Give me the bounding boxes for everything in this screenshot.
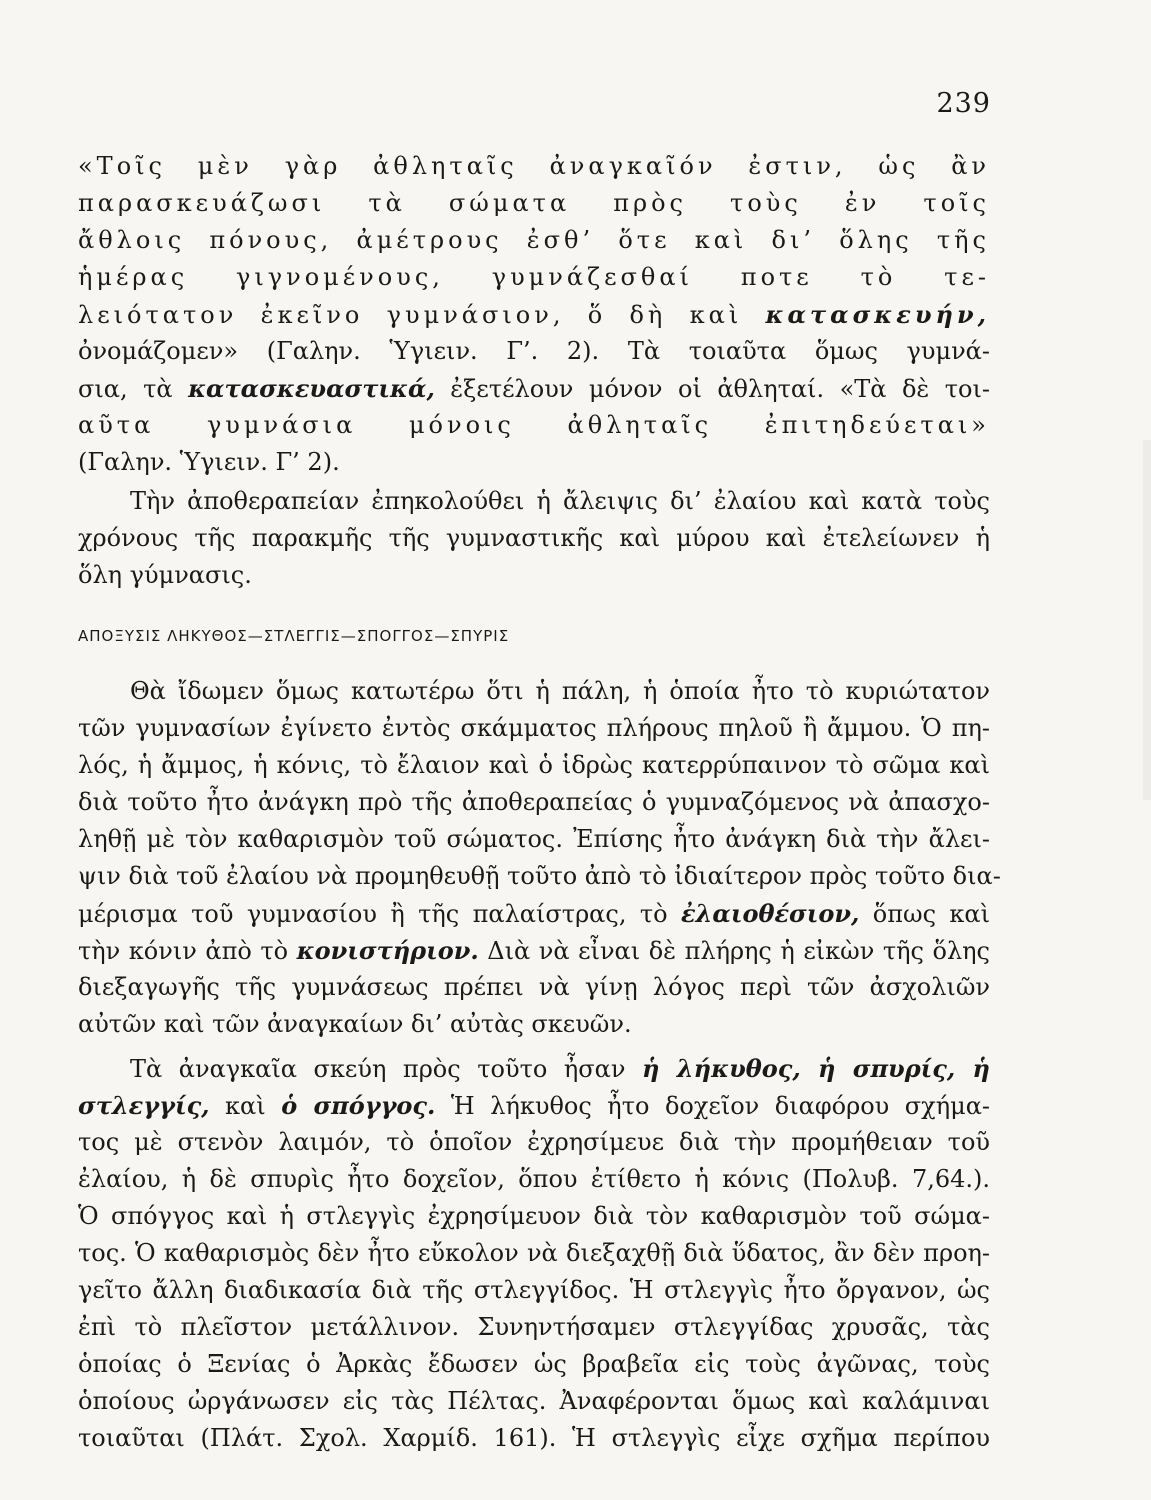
text-line	[78, 148, 990, 185]
text-run: ψιν διὰ τοῦ ἐλαίου νὰ προμηθευθῇ τοῦτο ἀπὸ τὸ ἰδιαίτερον πρὸς τοῦτο δια-	[78, 862, 1001, 890]
text-line	[78, 444, 990, 481]
text-line	[78, 1272, 990, 1309]
text-run: ὁποίους ὠργάνωσεν εἰς τὰς Πέλτας. Ἀναφέρονται ὅμως καὶ καλάμιναι	[78, 1387, 990, 1415]
paragraph-implements	[78, 1050, 990, 1457]
emphasized-term: ἐλαιοθέσιον,	[680, 899, 860, 928]
text-line	[78, 333, 990, 370]
text-run: τοιαῦται (Πλάτ. Σχολ. Χαρμίδ. 161). Ἡ στλεγγὶς εἶχε σχῆμα περίπου	[78, 1424, 990, 1452]
text-run: ὅπως καὶ	[859, 900, 991, 928]
emphasized-term: ἡ λήκυθος, ἡ σπυρίς, ἡ	[642, 1054, 990, 1083]
text-run: διεξαγωγῆς τῆς γυμνάσεως πρέπει νὰ γίνῃ λόγος περὶ τῶν ἀσχολιῶν	[78, 973, 990, 1001]
text-line	[78, 1309, 990, 1346]
text-line	[78, 1235, 990, 1272]
paragraph-anointing	[78, 483, 990, 594]
text-run: ληθῇ μὲ τὸν καθαρισμὸν τοῦ σώματος. Ἐπίσης ἦτο ἀνάγκη διὰ τὴν ἄλει-	[78, 825, 990, 853]
text-line	[78, 747, 990, 784]
text-run: (Γαλην. Ὑγιειν. Γ’ 2).	[78, 448, 340, 476]
text-run: ἐπὶ τὸ πλεῖστον μετάλλινον. Συνηντήσαμεν στλεγγίδας χρυσᾶς, τὰς	[78, 1313, 990, 1341]
text-line	[78, 483, 990, 520]
text-line	[78, 784, 990, 821]
text-run: ἡμέρας γιγνομένους, γυμνάζεσθαί ποτε τὸ τε-	[78, 263, 990, 291]
emphasized-term: στλεγγίς,	[78, 1091, 210, 1120]
text-line	[78, 520, 990, 557]
text-run: τος μὲ στενὸν λαιμόν, τὸ ὁποῖον ἐχρησίμευε διὰ τὴν προμήθειαν τοῦ	[78, 1128, 990, 1156]
text-run: διὰ τοῦτο ἦτο ἀνάγκη πρὸ τῆς ἀποθεραπείας ὁ γυμναζόμενος νὰ ἀπασχο-	[78, 788, 990, 816]
text-run: ἐξετέλουν μόνον οἱ ἀθληταί. «Τὰ δὲ τοι-	[434, 375, 990, 403]
text-line	[78, 296, 990, 333]
text-line	[78, 1087, 990, 1124]
emphasized-term: κατασκευαστικά,	[188, 374, 435, 403]
text-line	[78, 407, 990, 444]
emphasized-term: κονιστήριον.	[296, 936, 479, 965]
text-line	[78, 1124, 990, 1161]
text-run: ὁποίας ὁ Ξενίας ὁ Ἀρκὰς ἔδωσεν ὡς βραβεῖα εἰς τοὺς ἀγῶνας, τοὺς	[78, 1350, 990, 1378]
text-run: ὀνομάζομεν» (Γαλην. Ὑγιειν. Γ’. 2). Τὰ τοιαῦτα ὅμως γυμνά-	[78, 337, 990, 365]
text-line	[78, 673, 990, 710]
text-run: μέρισμα τοῦ γυμνασίου ἢ τῆς παλαίστρας, τὸ	[78, 900, 681, 928]
text-run: τῶν γυμνασίων ἐγίνετο ἐντὸς σκάμματος πλήρους πηλοῦ ἢ ἄμμου. Ὁ πη-	[78, 714, 990, 742]
text-line	[78, 858, 1001, 895]
text-run: ὅλη γύμνασις.	[78, 561, 252, 589]
text-run: Τὰ ἀναγκαῖα σκεύη πρὸς τοῦτο ἦσαν	[130, 1055, 643, 1083]
text-run: Ὁ σπόγγος καὶ ἡ στλεγγὶς ἐχρησίμευον διὰ τὸν καθαρισμὸν τοῦ σώμα-	[78, 1202, 990, 1230]
text-run: ἐλαίου, ἡ δὲ σπυρὶς ἦτο δοχεῖον, ὅπου ἐτίθετο ἡ κόνις (Πολυβ. 7,64.).	[78, 1165, 990, 1193]
text-line	[78, 710, 990, 747]
text-run: γεῖτο ἄλλη διαδικασία διὰ τῆς στλεγγίδος. Ἡ στλεγγὶς ἦτο ὄργανον, ὡς	[78, 1276, 990, 1304]
text-run: τος. Ὁ καθαρισμὸς δὲν ἦτο εὔκολον νὰ διεξαχθῇ διὰ ὕδατος, ἂν δὲν προη-	[78, 1239, 990, 1267]
text-run: τὴν κόνιν ἀπὸ τὸ	[78, 937, 297, 965]
text-run: Θὰ ἴδωμεν ὅμως κατωτέρω ὅτι ἡ πάλη, ἡ ὁποία ἦτο τὸ κυριώτατον	[130, 677, 990, 705]
text-run: Ἡ λήκυθος ἦτο δοχεῖον διαφόρου σχήμα-	[435, 1092, 991, 1120]
text-line	[78, 1161, 990, 1198]
text-line	[78, 1050, 990, 1087]
text-line	[78, 370, 990, 407]
text-line	[78, 1006, 990, 1043]
text-line	[78, 222, 990, 259]
text-run: λός, ἡ ἄμμος, ἡ κόνις, τὸ ἔλαιον καὶ ὁ ἱδρὼς κατερρύπαινον τὸ σῶμα καὶ	[78, 751, 990, 779]
text-line	[78, 1420, 990, 1457]
text-run: καὶ	[209, 1092, 282, 1120]
adjacent-page-edge	[1143, 440, 1151, 800]
text-line	[78, 1346, 990, 1383]
text-run: παρασκευάζωσι τὰ σώματα πρὸς τοὺς ἐν τοῖς	[78, 189, 990, 217]
section-heading: ΑΠΟΞΥΣΙΣ ΛΗΚΥΘΟΣ—ΣΤΛΕΓΓΙΣ—ΣΠΟΓΓΟΣ—ΣΠΥΡΙΣ	[78, 627, 510, 645]
text-line	[78, 1198, 990, 1235]
paragraph-cleaning	[78, 673, 1001, 1043]
text-run: αὐτῶν καὶ τῶν ἀναγκαίων δι’ αὐτὰς σκευῶν.	[78, 1010, 632, 1038]
text-run: «Τοῖς μὲν γὰρ ἀθληταῖς ἀναγκαῖόν ἐστιν, ὡς ἂν	[78, 152, 990, 180]
text-line	[78, 895, 990, 932]
text-run: χρόνους τῆς παρακμῆς τῆς γυμναστικῆς καὶ μύρου καὶ ἐτελείωνεν ἡ	[78, 524, 990, 552]
emphasized-term: ὁ σπόγγος.	[281, 1091, 436, 1120]
text-run: Διὰ νὰ εἶναι δὲ πλήρης ἡ εἰκὼν τῆς ὅλης	[478, 937, 990, 965]
quote-block	[78, 148, 990, 481]
page-number: 239	[936, 88, 991, 119]
text-line	[78, 557, 990, 594]
text-line	[78, 821, 990, 858]
text-run: σια, τὰ	[78, 375, 189, 403]
text-run: λειότατον ἐκεῖνο γυμνάσιον, ὅ δὴ καὶ	[78, 301, 766, 329]
text-run: Τὴν ἀποθεραπείαν ἐπηκολούθει ἡ ἄλειψις δι’ ἐλαίου καὶ κατὰ τοὺς	[130, 487, 990, 515]
text-run: ἄθλοις πόνους, ἀμέτρους ἐσθ’ ὅτε καὶ δι’ ὅλης τῆς	[78, 226, 990, 254]
text-line	[78, 932, 990, 969]
text-line	[78, 259, 990, 296]
text-line	[78, 185, 990, 222]
text-line	[78, 969, 990, 1006]
text-run: αῦτα γυμνάσια μόνοις ἀθληταῖς ἐπιτηδεύεται»	[78, 411, 990, 439]
text-line	[78, 1383, 990, 1420]
emphasized-term: κατασκευήν,	[765, 300, 990, 329]
